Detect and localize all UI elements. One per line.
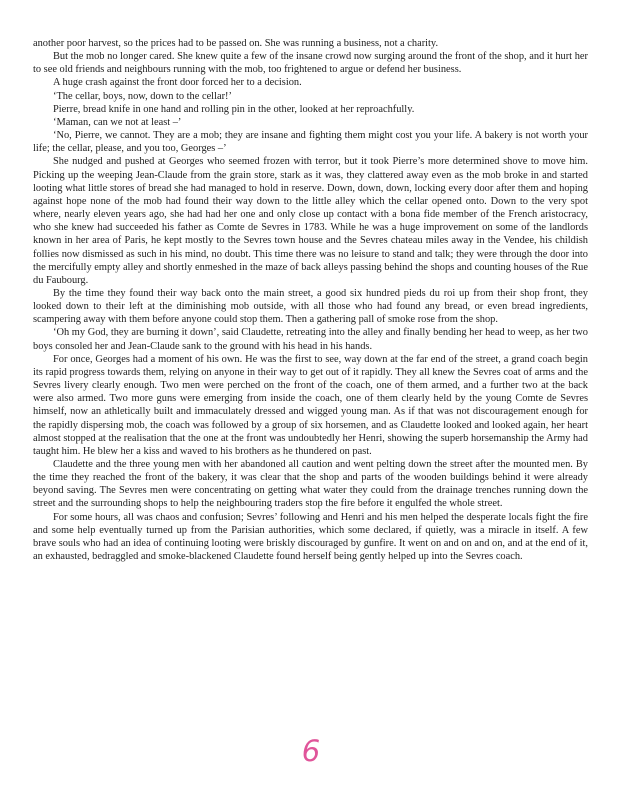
page-number: 6 bbox=[301, 734, 321, 768]
paragraph: another poor harvest, so the prices had to be passed on. She was running a business, not a charity. bbox=[33, 38, 439, 49]
paragraph: Claudette and the three young men with her abandoned all caution and went pelting down the street after the mounted men. By the time they reached the front of the bakery, it was clear that the shop and parts of the wooden buildings behind it were already beyond saving. The Sevres men were concentrating on getting what water they could from the drainage trenches running down the street and the surrounding shops to help the neighbouring traders stop the fire before it engulfed the whole street. bbox=[33, 459, 588, 510]
paragraph: ‘Oh my God, they are burning it down’, said Claudette, retreating into the alley and finally bending her head to weep, as her two boys consoled her and Jean-Claude sank to the ground with his head in his hands. bbox=[33, 327, 588, 352]
body-text bbox=[33, 37, 588, 563]
paragraph: Pierre, bread knife in one hand and rolling pin in the other, looked at her reproachfully. bbox=[53, 103, 415, 115]
paragraph: She nudged and pushed at Georges who seemed frozen with terror, but it took Pierre’s more determined shove to move him. Picking up the weeping Jean-Claude from the grain store, stark as it was, they clattered away even as the mob broke in and started looting what little stores of bread she had managed to hold in reserve. Down, down, down, locking every door after them and hoping against hope none of the mob had found their way down to the little alley which the cellar opened onto. Down to the very spot where, nearly eleven years ago, she had had her one and only close up contact with a bona fide member of the French aristocracy, who she knew had succeeded his father as Comte de Sevres in 1783. While he was a huge improvement on some of the landlords known in her area of Paris, he kept mostly to the Sevres town house and the Sevres chateau miles away in the Vendee, his childish follies now dismissed as such in his mind, no doubt. This time there was no leisure to stand and talk; they were through the door into the mercifully empty alley and shortly enmeshed in the maze of back alleys passing behind the shops and counting houses of the Rue du Faubourg. bbox=[33, 156, 588, 286]
paragraph: ‘No, Pierre, we cannot. They are a mob; they are insane and fighting them might cost you your life. A bakery is not worth your life; the cellar, please, and you too, Georges –’ bbox=[33, 130, 588, 155]
paragraph: But the mob no longer cared. She knew quite a few of the insane crowd now surging around the front of the shop, and it hurt her to see old friends and neighbours running with the mob, too frightened to argue or defend her business. bbox=[33, 51, 588, 76]
paragraph: ‘Maman, can we not at least –’ bbox=[53, 116, 182, 128]
paragraph: A huge crash against the front door forced her to a decision. bbox=[53, 77, 302, 89]
paragraph: By the time they found their way back onto the main street, a good six hundred pieds du roi up from their shop front, they looked down to their left at the diminishing mob outside, with all those who had found any bread, or even bread ingredients, scampering away with them before anyone could stop them. Then a gathering pall of smoke rose from the shop. bbox=[33, 287, 588, 326]
paragraph: ‘The cellar, boys, now, down to the cellar!’ bbox=[53, 90, 232, 102]
paragraph: For once, Georges had a moment of his own. He was the first to see, way down at the far end of the street, a grand coach begin its rapid progress towards them, relying on anyone in their way to get out of it rapidly. They all knew the Sevres coat of arms and the Sevres livery clearly enough. Two men were perched on the front of the coach, one of them armed, and a further two at the back were also armed. Two more guns were emerging from inside the coach, one of them clearly held by the young Comte de Sevres himself, now an athletically built and immaculately dressed and wigged young man. As if that was not discouragement enough for the rapidly dispersing mob, the coach was followed by a group of six horsemen, and as Claudette looked and looked again, her heart almost stopped at the realisation that the one at the front was undoubtedly her Henri, showing the superb horsemanship the Army had taught him. He blew her a kiss and waved to his brothers as he thundered on past. bbox=[33, 353, 588, 457]
paragraph: For some hours, all was chaos and confusion; Sevres’ following and Henri and his men helped the desperate locals fight the fire and some help eventually turned up from the Parisian authorities, which some declared, if quietly, was a miracle in itself. A few brave souls who had an idea of continuing looting were briskly discouraged by gunfire. It went on and on and on, and at the end of it, an exhausted, bedraggled and smoke-blackened Claudette found herself being gently helped up into the Sevres coach. bbox=[33, 511, 588, 563]
